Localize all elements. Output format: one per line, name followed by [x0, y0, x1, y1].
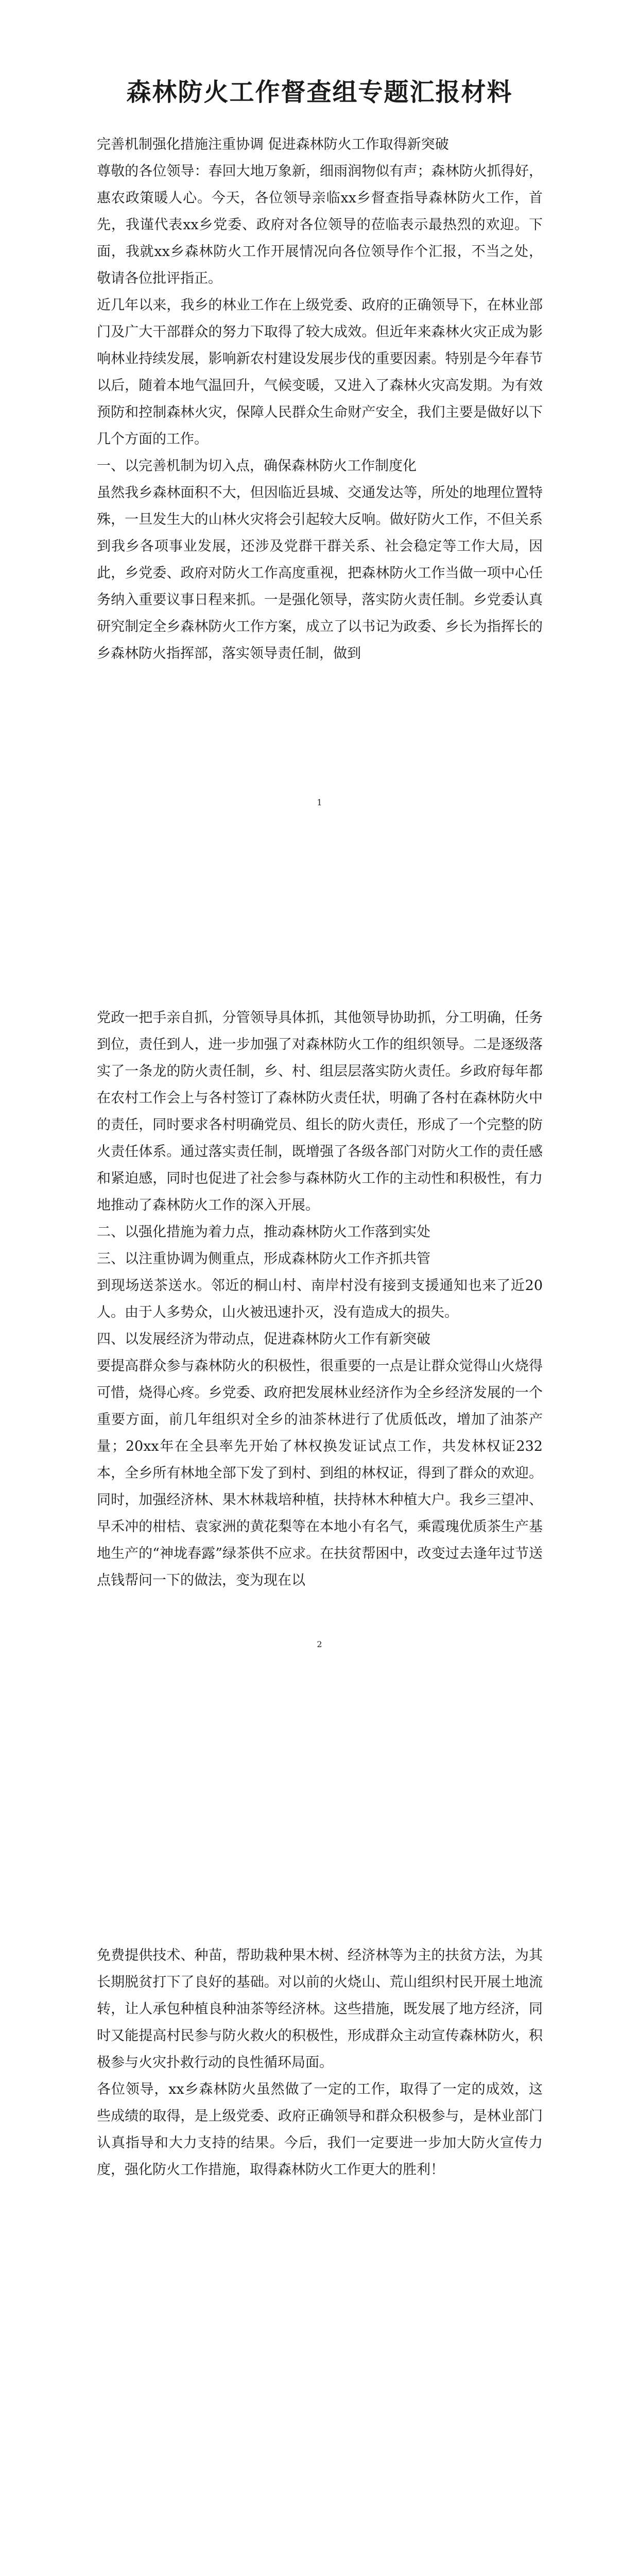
paragraph: 虽然我乡森林面积不大，但因临近县城、交通发达等，所处的地理位置特殊，一旦发生大的山林火灾将会引起较大反响。做好防火工作，不但关系到我乡各项事业发展，还涉及党群干群关系、社会稳定等工作大局，因此，乡党委、政府对防火工作高度重视，把森林防火工作当做一项中心任务纳入重要议事日程来抓。一是强化领导，落实防火责任制。乡党委认真研究制定全乡森林防火工作方案，成立了以书记为政委、乡长为指挥长的乡森林防火指挥部，落实领导责任制，做到: [97, 485, 543, 662]
section-heading: 二、以强化措施为着力点，推动森林防火工作落到实处: [97, 1224, 430, 1240]
section-heading: 三、以注重协调为侧重点，形成森林防火工作齐抓共管: [97, 1251, 430, 1267]
section-heading: 一、以完善机制为切入点，确保森林防火工作制度化: [97, 458, 417, 474]
paragraph: 免费提供技术、种苗，帮助栽种果木树、经济林等为主的扶贫方法，为其长期脱贫打下了良好的基础。对以前的火烧山、荒山组织村民开展土地流转，让人承包种植良种油茶等经济林。这些措施，既发展了地方经济，同时又能提高村民参与防火救火的积极性，形成群众主动宣传森林防火，积极参与火灾扑救行动的良性循环局面。: [97, 1947, 543, 2071]
document-page-1: [0, 0, 639, 835]
document-page-3: [0, 1772, 639, 2576]
page-number: 1: [317, 798, 322, 807]
paragraph: 到现场送茶送水。邻近的桐山村、南岸村没有接到支援通知也来了近20人。由于人多势众，山火被迅速扑灭，没有造成大的损失。: [97, 1278, 543, 1320]
paragraph: 尊敬的各位领导：春回大地万象新，细雨润物似有声；森林防火抓得好，惠农政策暖人心。今天，各位领导亲临xx乡督查指导森林防火工作，首先，我谨代表xx乡党委、政府对各位领导的莅临表示最热烈的欢迎。下面，我就xx乡森林防火工作开展情况向各位领导作个汇报，不当之处，敬请各位批评指正。: [97, 163, 543, 286]
paragraph: 近几年以来，我乡的林业工作在上级党委、政府的正确领导下，在林业部门及广大干部群众的努力下取得了较大成效。但近年来森林火灾正成为影响林业持续发展，影响新农村建设发展步伐的重要因素。特别是今年春节以后，随着本地气温回升，气候变暖，又进入了森林火灾高发期。为有效预防和控制森林火灾，保障人民群众生命财产安全，我们主要是做好以下几个方面的工作。: [97, 297, 543, 447]
section-heading: 四、以发展经济为带动点，促进森林防火工作有新突破: [97, 1331, 430, 1347]
subtitle-paragraph: 完善机制强化措施注重协调 促进森林防火工作取得新突破: [97, 137, 449, 152]
page-1-body: [97, 131, 543, 667]
document-title: 森林防火工作督查组专题汇报材料: [126, 78, 513, 107]
paragraph: 党政一把手亲自抓，分管领导具体抓，其他领导协助抓，分工明确，任务到位，责任到人，进一步加强了对森林防火工作的组织领导。二是逐级落实了一条龙的防火责任制，乡、村、组层层落实防火责任。乡政府每年都在农村工作会上与各村签订了森林防火责任状，明确了各村在森林防火中的责任，同时要求各村明确党员、组长的防火责任，形成了一个完整的防火责任体系。通过落实责任制，既增强了各级各部门对防火工作的责任感和紧迫感，同时也促进了社会参与森林防火工作的主动性和积极性，有力地推动了森林防火工作的深入开展。: [97, 1010, 543, 1213]
page-2-body: [97, 1005, 543, 1594]
document-page-2: [0, 835, 639, 1772]
paragraph: 各位领导，xx乡森林防火虽然做了一定的工作，取得了一定的成效，这些成绩的取得，是上级党委、政府正确领导和群众积极参与，是林业部门认真指导和大力支持的结果。今后，我们一定要进一步加大防火宣传力度，强化防火工作措施，取得森林防火工作更大的胜利！: [97, 2081, 543, 2178]
paragraph: 要提高群众参与森林防火的积极性，很重要的一点是让群众觉得山火烧得可惜，烧得心疼。乡党委、政府把发展林业经济作为全乡经济发展的一个重要方面，前几年组织对全乡的油茶林进行了优质低改，增加了油茶产量；20xx年在全县率先开始了林权换发证试点工作，共发林权证232本，全乡所有林地全部下发了到村、到组的林权证，得到了群众的欢迎。同时，加强经济林、果木林栽培种植，扶持林木种植大户。我乡三望冲、早禾冲的柑桔、袁家洲的黄花梨等在本地小有名气，乘霞瑰优质茶生产基地生产的“神垅春露”绿茶供不应求。在扶贫帮困中，改变过去逢年过节送点钱帮问一下的做法，变为现在以: [97, 1358, 543, 1588]
page-3-body: [97, 1942, 543, 2183]
page-number: 2: [317, 1639, 322, 1649]
